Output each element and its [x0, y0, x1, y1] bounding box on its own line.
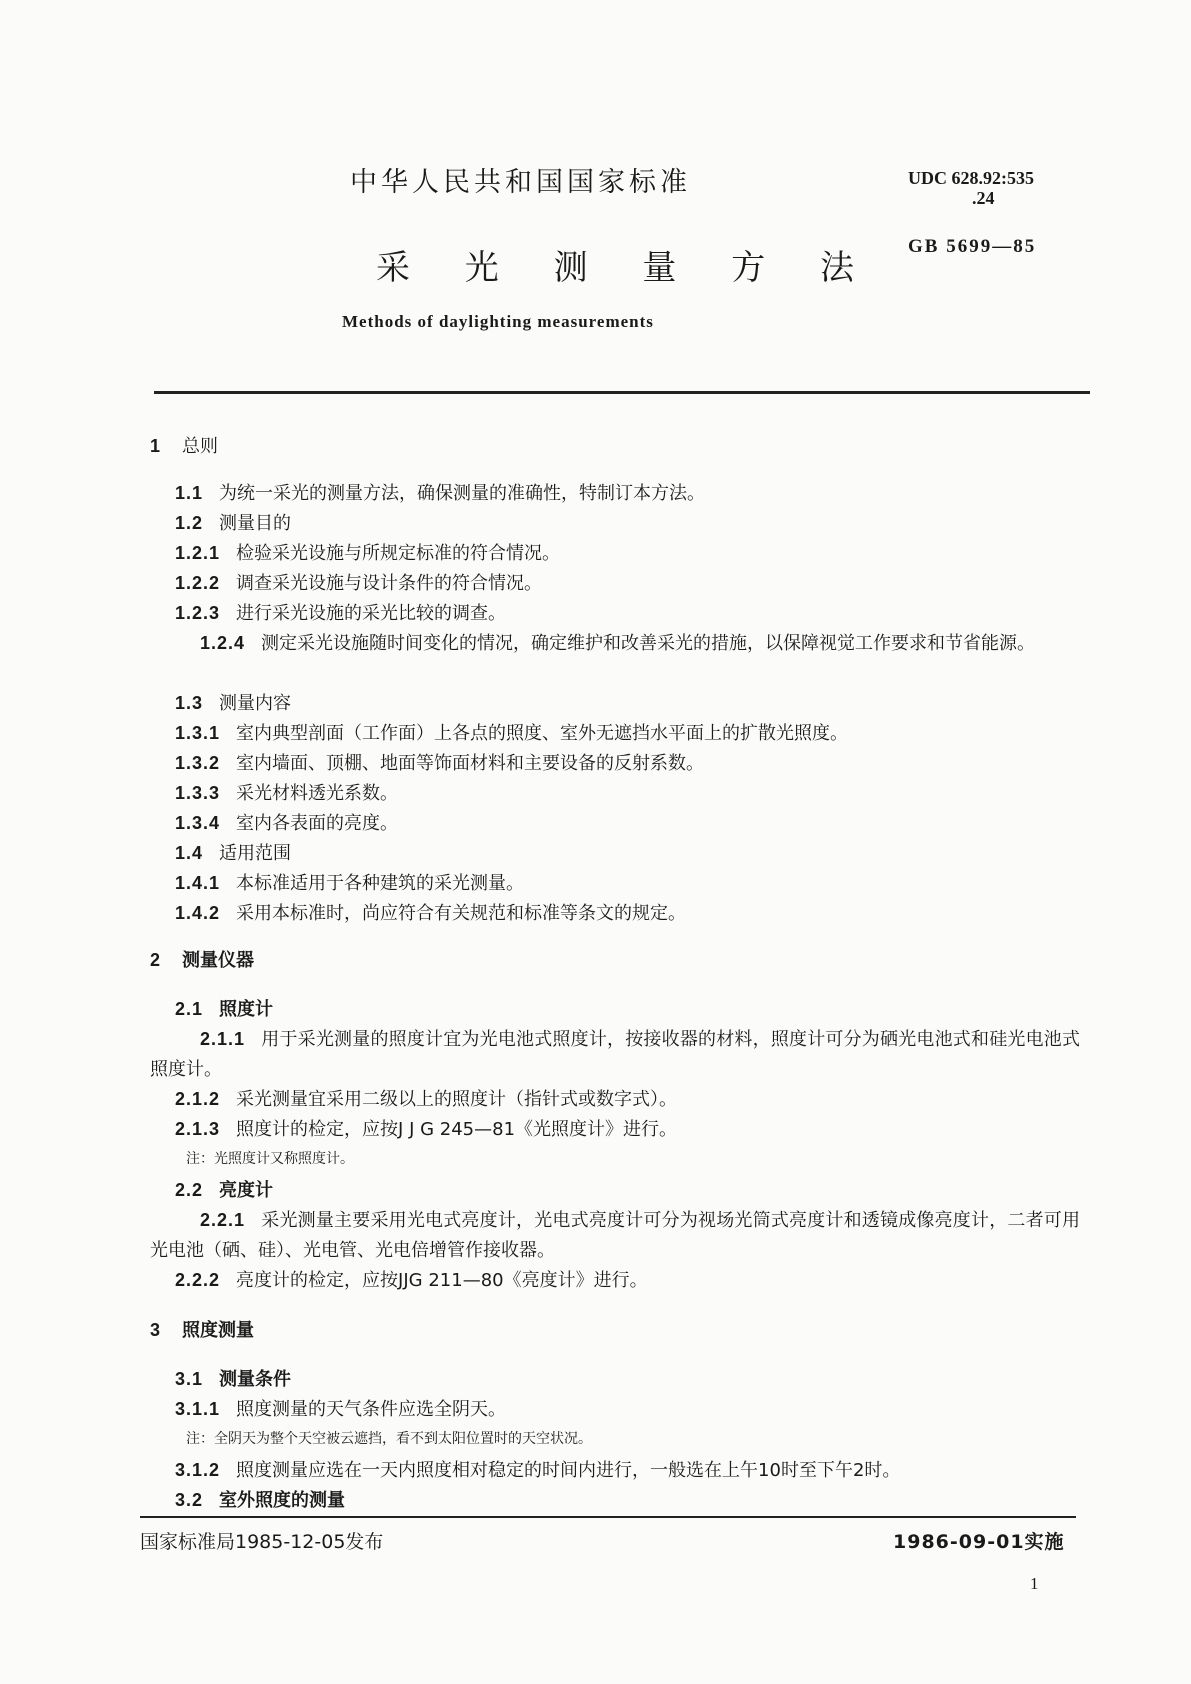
clause-text: 室内典型剖面（工作面）上各点的照度、室外无遮挡水平面上的扩散光照度。	[236, 723, 849, 744]
clause-text: 采光测量宜采用二级以上的照度计（指针式或数字式）。	[236, 1089, 678, 1110]
section-title: 照度测量	[182, 1320, 255, 1341]
document-title-english: Methods of daylighting measurements	[342, 312, 654, 331]
clause-1-3-1	[175, 718, 1080, 749]
clause-number: 1.2.3	[175, 603, 221, 623]
clause-text: 测量内容	[219, 693, 292, 714]
section-3-heading	[150, 1316, 1080, 1342]
clause-text: 用于采光测量的照度计宜为光电池式照度计，按接收器的材料，照度计可分为硒光电池式和硅光电池式照度计。	[150, 1029, 1080, 1080]
clause-number: 3.1	[175, 1369, 204, 1389]
clause-number: 3.1.1	[175, 1399, 221, 1419]
effective-date: 1986-09-01实施	[893, 1531, 1065, 1553]
clause-text: 检验采光设施与所规定标准的符合情况。	[236, 543, 561, 564]
clause-number: 3.2	[175, 1490, 204, 1510]
clause-number: 1.3.1	[175, 723, 221, 743]
clause-2-2	[175, 1175, 1080, 1206]
udc-line-1: UDC 628.92:535	[908, 168, 1034, 188]
clause-text: 测量条件	[219, 1369, 292, 1390]
note-2: 注：全阴天为整个天空被云遮挡，看不到太阳位置时的天空状况。	[186, 1431, 592, 1447]
clause-text: 调查采光设施与设计条件的符合情况。	[236, 573, 543, 594]
footer-divider	[140, 1516, 1076, 1518]
clause-text: 进行采光设施的采光比较的调查。	[236, 603, 507, 624]
clause-3-1	[175, 1364, 1080, 1395]
clause-number: 2.1.2	[175, 1089, 221, 1109]
section-2-heading	[150, 946, 1080, 972]
clause-number: 1.2	[175, 513, 204, 533]
clause-1-2-1	[175, 538, 1080, 569]
section-number: 3	[150, 1320, 161, 1340]
clause-text: 照度测量的天气条件应选全阴天。	[236, 1399, 507, 1420]
clause-2-2-1	[150, 1205, 1080, 1266]
clause-number: 1.3.2	[175, 753, 221, 773]
clause-3-1-2	[175, 1455, 1080, 1486]
gb-number: GB 5699—85	[908, 236, 1037, 257]
clause-text: 照度测量应选在一天内照度相对稳定的时间内进行，一般选在上午10时至下午2时。	[236, 1460, 901, 1481]
clause-number: 1.4.2	[175, 903, 221, 923]
clause-number: 1.4	[175, 843, 204, 863]
clause-number: 2.1.1	[200, 1029, 246, 1049]
clause-1-4-2	[175, 898, 1080, 929]
clause-number: 3.1.2	[175, 1460, 221, 1480]
issue-date: 国家标准局1985-12-05发布	[140, 1531, 384, 1553]
section-title: 测量仪器	[182, 950, 255, 971]
clause-text: 本标准适用于各种建筑的采光测量。	[236, 873, 525, 894]
clause-number: 1.2.2	[175, 573, 221, 593]
clause-2-2-2	[175, 1265, 1080, 1296]
standard-label: 中华人民共和国国家标准	[350, 167, 691, 198]
clause-1-1	[175, 478, 1080, 509]
clause-1-3-4	[175, 808, 1080, 839]
section-title: 总则	[182, 436, 219, 457]
clause-text: 照度计	[219, 999, 274, 1020]
clause-1-4-1	[175, 868, 1080, 899]
clause-1-2	[175, 508, 1080, 539]
clause-text: 适用范围	[219, 843, 292, 864]
clause-1-2-3	[175, 598, 1080, 629]
clause-text: 测量目的	[219, 513, 292, 534]
clause-text: 室内各表面的亮度。	[236, 813, 399, 834]
clause-number: 1.2.4	[200, 633, 246, 653]
clause-text: 采光测量主要采用光电式亮度计，光电式亮度计可分为视场光筒式亮度计和透镜成像亮度计，二者可用光电池（硒、硅）、光电管、光电倍增管作接收器。	[150, 1210, 1080, 1261]
clause-number: 2.2	[175, 1180, 204, 1200]
clause-text: 亮度计的检定，应按JJG 211—80《亮度计》进行。	[236, 1270, 648, 1291]
header-divider	[154, 391, 1090, 394]
clause-text: 室内墙面、顶棚、地面等饰面材料和主要设备的反射系数。	[236, 753, 705, 774]
clause-text: 亮度计	[219, 1180, 274, 1201]
clause-3-2	[175, 1485, 1080, 1516]
clause-text: 室外照度的测量	[219, 1490, 346, 1511]
clause-2-1	[175, 994, 1080, 1025]
section-number: 1	[150, 436, 161, 456]
clause-text: 为统一采光的测量方法，确保测量的准确性，特制订本方法。	[219, 483, 706, 504]
clause-3-1-1	[175, 1394, 1080, 1425]
page-number: 1	[1030, 1574, 1039, 1593]
clause-number: 2.2.2	[175, 1270, 221, 1290]
clause-number: 1.3	[175, 693, 204, 713]
document-title: 采 光 测 量 方 法	[376, 248, 877, 288]
clause-2-1-1	[150, 1024, 1080, 1085]
clause-number: 1.1	[175, 483, 204, 503]
section-1-heading	[150, 432, 1080, 458]
udc-code	[908, 168, 1034, 208]
clause-1-3-3	[175, 778, 1080, 809]
clause-1-3-2	[175, 748, 1080, 779]
clause-1-4	[175, 838, 1080, 869]
clause-1-3	[175, 688, 1080, 719]
clause-number: 1.3.4	[175, 813, 221, 833]
clause-number: 2.2.1	[200, 1210, 246, 1230]
clause-text: 测定采光设施随时间变化的情况，确定维护和改善采光的措施，以保障视觉工作要求和节省能源。	[261, 633, 1036, 654]
clause-2-1-2	[175, 1084, 1080, 1115]
clause-text: 照度计的检定，应按J J G 245—81《光照度计》进行。	[236, 1119, 678, 1140]
clause-text: 采用本标准时，尚应符合有关规范和标准等条文的规定。	[236, 903, 687, 924]
clause-1-2-4	[150, 628, 1080, 659]
clause-1-2-2	[175, 568, 1080, 599]
clause-2-1-3	[175, 1114, 1080, 1145]
clause-number: 1.2.1	[175, 543, 221, 563]
clause-text: 采光材料透光系数。	[236, 783, 399, 804]
note-1: 注：光照度计又称照度计。	[186, 1151, 354, 1167]
clause-number: 1.4.1	[175, 873, 221, 893]
clause-number: 2.1.3	[175, 1119, 221, 1139]
clause-number: 1.3.3	[175, 783, 221, 803]
section-number: 2	[150, 950, 161, 970]
clause-number: 2.1	[175, 999, 204, 1019]
udc-line-2: .24	[972, 188, 995, 208]
